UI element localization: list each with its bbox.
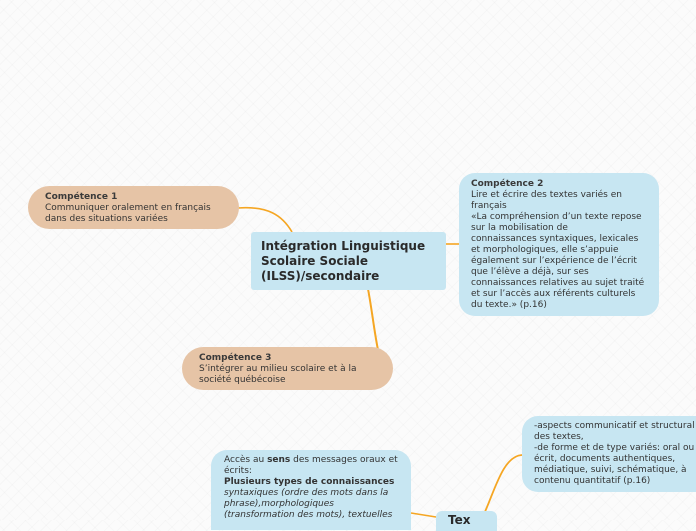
connector-texte-acces: [411, 513, 436, 517]
central-topic-node[interactable]: [251, 232, 446, 290]
acces-italic-line: syntaxiques (ordre des mots dans la: [224, 488, 389, 498]
acces-italic-line: phrase),morphologiques: [224, 499, 334, 509]
connector-competence3: [368, 289, 378, 350]
central-topic-line: Scolaire Sociale: [261, 254, 369, 268]
aspects-line: -aspects communicatif et structural: [534, 421, 695, 431]
aspects-line: écrit, documents authentiques,: [534, 454, 676, 464]
connector-competence1: [238, 208, 292, 232]
central-topic-line: Intégration Linguistique: [261, 239, 426, 253]
aspects-line: -de forme et de type variés: oral ou: [534, 443, 695, 453]
connector-texte-aspects: [484, 455, 522, 514]
acces-types-bold: Plusieurs types de connaissances: [224, 477, 395, 487]
competence2-line: et morphologiques, elle s’appuie: [471, 245, 619, 255]
competence2-title: Compétence 2: [471, 179, 544, 189]
competence2-line: connaissances relatives au sujet traité: [471, 278, 645, 288]
texte-node[interactable]: [436, 511, 497, 531]
aspects-line: contenu quantitatif (p.16): [534, 476, 651, 486]
competence1-line: dans des situations variées: [45, 214, 168, 224]
competence2-line: et sur l’accès aux référents culturels: [471, 289, 636, 299]
acces-italic-line: (transformation des mots), textuelles: [224, 510, 393, 520]
competence2-line: que l’élève a déjà, sur ses: [471, 267, 589, 277]
acces-sens-bold: sens: [267, 455, 291, 465]
competence3-node[interactable]: [182, 347, 393, 390]
competence2-line: Lire et écrire des textes variés en: [471, 190, 622, 200]
competence2-line: connaissances syntaxiques, lexicales: [471, 234, 639, 244]
competence2-line: «La compréhension d’un texte repose: [471, 212, 642, 222]
competence3-line: société québécoise: [199, 375, 286, 385]
competence2-line: également sur l’expérience de l’écrit: [471, 256, 637, 266]
acces-line-1: Accès au sens des messages oraux et: [224, 455, 398, 465]
competence1-title: Compétence 1: [45, 192, 118, 202]
competence2-line: du texte.» (p.16): [471, 300, 547, 310]
competence2-line: sur la mobilisation de: [471, 223, 568, 233]
central-topic-line: (ILSS)/secondaire: [261, 269, 380, 283]
competence1-line: Communiquer oralement en français: [45, 203, 211, 213]
acces-line-2: écrits:: [224, 466, 252, 476]
competence3-line: S’intégrer au milieu scolaire et à la: [199, 364, 357, 374]
competence1-node[interactable]: [28, 186, 239, 229]
competence2-node[interactable]: [459, 173, 659, 316]
competence3-title: Compétence 3: [199, 353, 272, 363]
aspects-line: des textes,: [534, 432, 584, 442]
acces-sens-node[interactable]: [211, 450, 411, 530]
competence2-line: français: [471, 201, 507, 211]
aspects-node[interactable]: [522, 416, 696, 492]
texte-label: Tex: [448, 513, 471, 527]
aspects-line: médiatique, suivi, schématique, à: [534, 465, 687, 475]
